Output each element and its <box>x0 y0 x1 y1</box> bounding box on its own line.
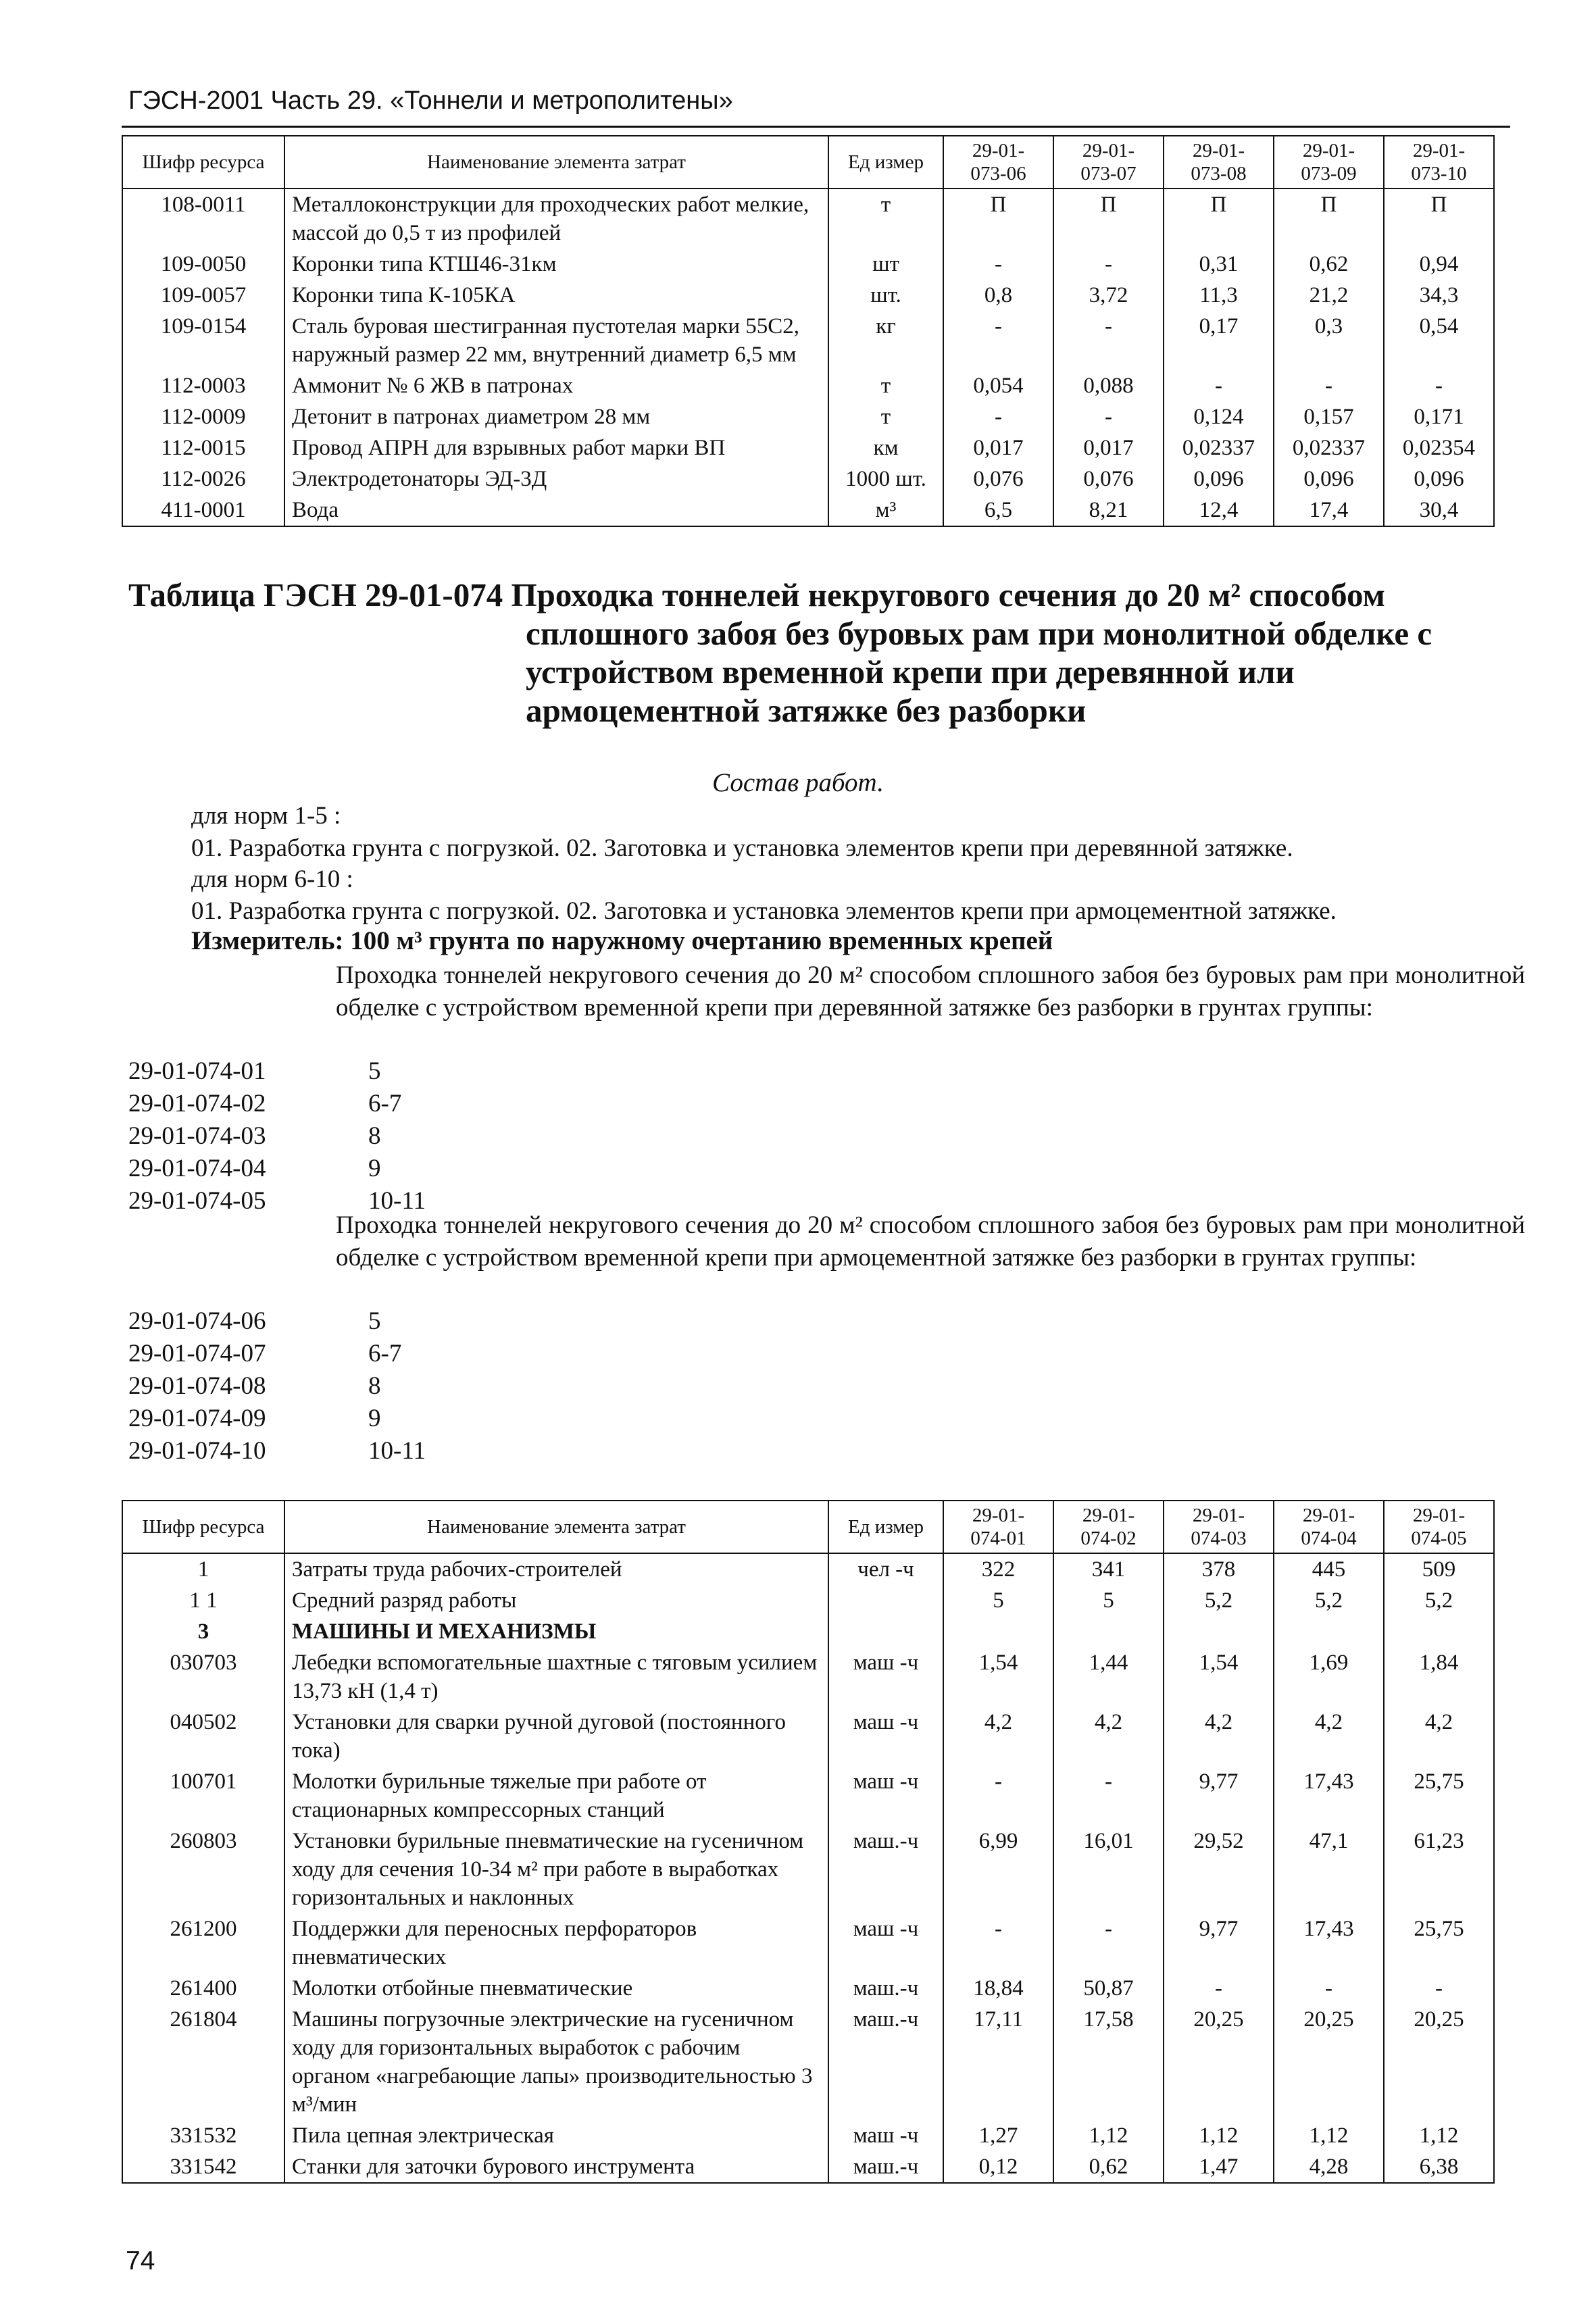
table-cell: 112-0015 <box>122 432 284 463</box>
table-cell: Установки для сварки ручной дуговой (постоянного тока) <box>284 1707 828 1766</box>
table-body <box>122 188 1494 526</box>
table-cell: маш -ч <box>828 1913 943 1973</box>
table-title-continuation: сплошного забоя без буровых рам при монолитной обделке с устройством временной крепи при деревянной или армоцементной затяжке без разборки <box>526 615 1432 729</box>
table-row <box>122 1973 1494 2004</box>
table-cell: Пила цепная электрическая <box>284 2120 828 2151</box>
table-cell: 0,017 <box>943 432 1053 463</box>
table-cell: т <box>828 188 943 249</box>
table-cell: 261200 <box>122 1913 284 1973</box>
table-cell: Сталь буровая шестигранная пустотелая марки 55С2, наружный размер 22 мм, внутренний диаметр 6,5 мм <box>284 311 828 370</box>
table-cell: 9,77 <box>1164 1766 1274 1826</box>
table-cell: Коронки типа КТШ46-31км <box>284 249 828 280</box>
table-cell: 0,94 <box>1384 249 1494 280</box>
table-cell: 18,84 <box>943 1973 1053 2004</box>
table-cell: 509 <box>1384 1553 1494 1585</box>
norm-code: 29-01-074-05 <box>128 1187 266 1215</box>
table-cell: П <box>1384 188 1494 249</box>
table-row <box>122 311 1494 370</box>
table-cell: 322 <box>943 1553 1053 1585</box>
table-row <box>122 370 1494 401</box>
table-cell: маш -ч <box>828 1707 943 1766</box>
table-row <box>122 1553 1494 1585</box>
table-cell: 0,054 <box>943 370 1053 401</box>
table-cell <box>828 1585 943 1616</box>
table-cell: 4,2 <box>943 1707 1053 1766</box>
table-cell: П <box>943 188 1053 249</box>
table-cell: 1,12 <box>1053 2120 1164 2151</box>
column-header: Ед измер <box>828 136 943 188</box>
table-cell: 1,69 <box>1274 1647 1384 1707</box>
norm-code: 29-01-074-07 <box>128 1340 266 1367</box>
table-cell: маш -ч <box>828 1647 943 1707</box>
column-header: Наименование элемента затрат <box>284 136 828 188</box>
table-cell: 112-0026 <box>122 463 284 495</box>
table-cell: П <box>1274 188 1384 249</box>
table-cell: П <box>1164 188 1274 249</box>
table-cell: Аммонит № 6 ЖВ в патронах <box>284 370 828 401</box>
table-cell: м³ <box>828 495 943 526</box>
table-cell: 0,3 <box>1274 311 1384 370</box>
table-cell: 3 <box>122 1616 284 1647</box>
norm-item <box>128 1435 669 1467</box>
table-cell: 1,27 <box>943 2120 1053 2151</box>
column-header: Наименование элемента затрат <box>284 1501 828 1553</box>
table-cell: маш -ч <box>828 2120 943 2151</box>
table-cell: 0,157 <box>1274 401 1384 432</box>
table-cell: 331532 <box>122 2120 284 2151</box>
table-row <box>122 1913 1494 1973</box>
table-cell: 1,12 <box>1164 2120 1274 2151</box>
table-cell: - <box>1274 370 1384 401</box>
table-cell: Детонит в патронах диаметром 28 мм <box>284 401 828 432</box>
soil-group: 5 <box>368 1307 381 1335</box>
table-cell: 109-0057 <box>122 280 284 311</box>
norm-code: 29-01-074-04 <box>128 1155 266 1182</box>
table-cell: 4,2 <box>1274 1707 1384 1766</box>
resource-table-073 <box>122 135 1495 527</box>
norm-item <box>128 1338 669 1370</box>
table-row <box>122 495 1494 526</box>
soil-group: 5 <box>368 1057 381 1085</box>
table-cell: - <box>943 249 1053 280</box>
header-rule <box>122 126 1510 128</box>
table-cell: 108-0011 <box>122 188 284 249</box>
table-cell: Молотки отбойные пневматические <box>284 1973 828 2004</box>
work-composition-text: 01. Разработка грунта с погрузкой. 02. Заготовка и установка элементов крепи при армоцементной затяжке. <box>191 897 1337 925</box>
soil-group: 9 <box>368 1155 381 1182</box>
column-header: 29-01- 073-08 <box>1164 136 1274 188</box>
table-cell: 261804 <box>122 2004 284 2120</box>
table-cell: 9,77 <box>1164 1913 1274 1973</box>
table-cell: 1,47 <box>1164 2151 1274 2183</box>
table-cell: 1,54 <box>1164 1647 1274 1707</box>
table-row <box>122 2151 1494 2183</box>
soil-group: 6-7 <box>368 1090 402 1117</box>
table-cell <box>1053 1616 1164 1647</box>
table-cell: 0,12 <box>943 2151 1053 2183</box>
table-cell: Затраты труда рабочих-строителей <box>284 1553 828 1585</box>
table-row <box>122 249 1494 280</box>
table-cell <box>1274 1616 1384 1647</box>
table-cell: 4,28 <box>1274 2151 1384 2183</box>
table-cell: - <box>1164 1973 1274 2004</box>
column-header: 29-01- 074-04 <box>1274 1501 1384 1553</box>
table-cell: - <box>1053 1913 1164 1973</box>
table-cell: - <box>1384 1973 1494 2004</box>
table-row <box>122 2004 1494 2120</box>
soil-group: 10-11 <box>368 1437 426 1465</box>
norm-code: 29-01-074-02 <box>128 1090 266 1117</box>
table-cell: шт <box>828 249 943 280</box>
table-cell: 0,076 <box>943 463 1053 495</box>
table-row <box>122 463 1494 495</box>
table-cell: 61,23 <box>1384 1826 1494 1913</box>
table-cell: Лебедки вспомогательные шахтные с тяговым усилием 13,73 кН (1,4 т) <box>284 1647 828 1707</box>
table-cell: 5,2 <box>1274 1585 1384 1616</box>
column-header: 29-01- 074-02 <box>1053 1501 1164 1553</box>
table-cell: 11,3 <box>1164 280 1274 311</box>
table-cell: Установки бурильные пневматические на гусеничном ходу для сечения 10-34 м² при работе в выработках горизонтальных и наклонных <box>284 1826 828 1913</box>
running-header: ГЭСН-2001 Часть 29. «Тоннели и метрополитены» <box>128 86 733 115</box>
table-row <box>122 1616 1494 1647</box>
table-cell: Машины погрузочные электрические на гусеничном ходу для горизонтальных выработок с рабочим органом «нагребающие лапы» производительностью 3 м³/мин <box>284 2004 828 2120</box>
composition-heading: Состав работ. <box>712 768 884 797</box>
norm-item <box>128 1153 669 1185</box>
table-title-lead: Таблица ГЭСН 29-01-074 Проходка тоннелей некругового сечения до 20 м² способом <box>128 576 1385 613</box>
table-cell: - <box>943 1913 1053 1973</box>
column-header: 29-01- 073-07 <box>1053 136 1164 188</box>
table-cell: Коронки типа К-105КА <box>284 280 828 311</box>
table-body <box>122 1553 1494 2183</box>
table-cell: 6,5 <box>943 495 1053 526</box>
table-cell: 411-0001 <box>122 495 284 526</box>
table-cell: шт. <box>828 280 943 311</box>
table-cell: 1 1 <box>122 1585 284 1616</box>
table-cell: - <box>943 401 1053 432</box>
header-row <box>122 136 1494 188</box>
norm-item <box>128 1055 669 1088</box>
table-cell: 20,25 <box>1164 2004 1274 2120</box>
soil-group: 10-11 <box>368 1187 426 1215</box>
table-cell: маш.-ч <box>828 2004 943 2120</box>
table-cell: 20,25 <box>1274 2004 1384 2120</box>
table-cell: 030703 <box>122 1647 284 1707</box>
table-cell: 0,096 <box>1274 463 1384 495</box>
table-cell: П <box>1053 188 1164 249</box>
table-cell: Молотки бурильные тяжелые при работе от стационарных компрессорных станций <box>284 1766 828 1826</box>
table-cell: 260803 <box>122 1826 284 1913</box>
table-cell: 17,43 <box>1274 1913 1384 1973</box>
table-cell: 17,4 <box>1274 495 1384 526</box>
norm-code: 29-01-074-06 <box>128 1307 266 1335</box>
table-cell: - <box>1384 370 1494 401</box>
table-cell: т <box>828 401 943 432</box>
norm-code: 29-01-074-01 <box>128 1057 266 1085</box>
table-cell: 50,87 <box>1053 1973 1164 2004</box>
column-header: Шифр ресурса <box>122 1501 284 1553</box>
resource-table-074 <box>122 1500 1495 2184</box>
norm-item <box>128 1370 669 1403</box>
norm-code: 29-01-074-08 <box>128 1372 266 1400</box>
table-cell: 0,124 <box>1164 401 1274 432</box>
table-cell: 112-0009 <box>122 401 284 432</box>
table-cell: маш -ч <box>828 1766 943 1826</box>
table-row <box>122 1766 1494 1826</box>
table-cell: 29,52 <box>1164 1826 1274 1913</box>
table-cell: 17,43 <box>1274 1766 1384 1826</box>
table-cell: 0,171 <box>1384 401 1494 432</box>
table-cell: Электродетонаторы ЭД-3Д <box>284 463 828 495</box>
table-cell: маш.-ч <box>828 1826 943 1913</box>
table-cell: 1,54 <box>943 1647 1053 1707</box>
norm-description: Проходка тоннелей некругового сечения до 20 м² способом сплошного забоя без буровых рам при монолитной обделке с устройством временной крепи при деревянной затяжке без разборки в грунтах группы: <box>336 961 1525 1022</box>
table-cell: 378 <box>1164 1553 1274 1585</box>
norm-code: 29-01-074-10 <box>128 1437 266 1465</box>
table-cell: Провод АПРН для взрывных работ марки ВП <box>284 432 828 463</box>
table-cell: 4,2 <box>1053 1707 1164 1766</box>
table-cell: 3,72 <box>1053 280 1164 311</box>
table-cell: 1,44 <box>1053 1647 1164 1707</box>
table-cell: 109-0154 <box>122 311 284 370</box>
table-cell: 0,076 <box>1053 463 1164 495</box>
table-row <box>122 2120 1494 2151</box>
table-cell: 0,096 <box>1164 463 1274 495</box>
table-cell: 1,12 <box>1384 2120 1494 2151</box>
table-cell: 34,3 <box>1384 280 1494 311</box>
table-cell: МАШИНЫ И МЕХАНИЗМЫ <box>284 1616 828 1647</box>
table-cell <box>1164 1616 1274 1647</box>
table-row <box>122 1585 1494 1616</box>
column-header: 29-01- 073-06 <box>943 136 1053 188</box>
table-cell: 445 <box>1274 1553 1384 1585</box>
table-cell: 0,8 <box>943 280 1053 311</box>
table-cell: т <box>828 370 943 401</box>
table-cell: 4,2 <box>1164 1707 1274 1766</box>
table-cell: 112-0003 <box>122 370 284 401</box>
table-cell: 331542 <box>122 2151 284 2183</box>
soil-group: 9 <box>368 1405 381 1432</box>
table-cell: Вода <box>284 495 828 526</box>
table-cell: 0,17 <box>1164 311 1274 370</box>
table-cell: 0,02337 <box>1164 432 1274 463</box>
table-cell: 25,75 <box>1384 1913 1494 1973</box>
table-cell: Средний разряд работы <box>284 1585 828 1616</box>
table-cell: 109-0050 <box>122 249 284 280</box>
norm-item <box>128 1403 669 1435</box>
table-header <box>122 1501 1494 1553</box>
table-cell: 0,017 <box>1053 432 1164 463</box>
table-cell: - <box>1053 401 1164 432</box>
norm-code: 29-01-074-03 <box>128 1122 266 1150</box>
table-cell: маш.-ч <box>828 2151 943 2183</box>
page-number: 74 <box>126 2246 155 2275</box>
norm-group-label: для норм 1-5 : <box>191 802 341 830</box>
table-cell: Металлоконструкции для проходческих работ мелкие, массой до 0,5 т из профилей <box>284 188 828 249</box>
norm-item <box>128 1120 669 1153</box>
table-cell: 0,02337 <box>1274 432 1384 463</box>
table-cell: 6,99 <box>943 1826 1053 1913</box>
table-row <box>122 280 1494 311</box>
table-cell: 5,2 <box>1384 1585 1494 1616</box>
table-cell: 040502 <box>122 1707 284 1766</box>
table-cell: 6,38 <box>1384 2151 1494 2183</box>
table-cell: - <box>1053 311 1164 370</box>
table-row <box>122 432 1494 463</box>
table-cell: 5 <box>1053 1585 1164 1616</box>
table-cell: 0,31 <box>1164 249 1274 280</box>
table-cell: 5,2 <box>1164 1585 1274 1616</box>
table-cell: - <box>1164 370 1274 401</box>
table-cell: кг <box>828 311 943 370</box>
column-header: 29-01- 074-01 <box>943 1501 1053 1553</box>
table-cell: 47,1 <box>1274 1826 1384 1913</box>
table-cell: 0,62 <box>1053 2151 1164 2183</box>
table-cell: 0,096 <box>1384 463 1494 495</box>
table-cell <box>828 1616 943 1647</box>
header-row <box>122 1501 1494 1553</box>
table-cell: 1000 шт. <box>828 463 943 495</box>
soil-group: 6-7 <box>368 1340 402 1367</box>
table-cell: 100701 <box>122 1766 284 1826</box>
table-cell: - <box>1274 1973 1384 2004</box>
table-cell: 1,84 <box>1384 1647 1494 1707</box>
table-cell: 1 <box>122 1553 284 1585</box>
table-cell: 0,62 <box>1274 249 1384 280</box>
table-cell: 5 <box>943 1585 1053 1616</box>
table-cell: - <box>1053 249 1164 280</box>
table-row <box>122 1707 1494 1766</box>
table-cell: 17,58 <box>1053 2004 1164 2120</box>
table-cell: км <box>828 432 943 463</box>
column-header: 29-01- 073-10 <box>1384 136 1494 188</box>
table-cell: Станки для заточки бурового инструмента <box>284 2151 828 2183</box>
table-title <box>128 576 1385 614</box>
table-cell: 0,54 <box>1384 311 1494 370</box>
table-cell: 25,75 <box>1384 1766 1494 1826</box>
table-cell: 30,4 <box>1384 495 1494 526</box>
table-cell: 20,25 <box>1384 2004 1494 2120</box>
table-cell: Поддержки для переносных перфораторов пневматических <box>284 1913 828 1973</box>
table-cell: чел -ч <box>828 1553 943 1585</box>
norm-group-label: для норм 6-10 : <box>191 865 353 893</box>
table-row <box>122 401 1494 432</box>
table-row <box>122 1826 1494 1913</box>
table-cell <box>1384 1616 1494 1647</box>
table-cell: 1,12 <box>1274 2120 1384 2151</box>
norm-item <box>128 1088 669 1120</box>
table-header <box>122 136 1494 188</box>
table-row <box>122 1647 1494 1707</box>
table-cell <box>943 1616 1053 1647</box>
table-cell: - <box>943 1766 1053 1826</box>
column-header: Шифр ресурса <box>122 136 284 188</box>
table-cell: 0,088 <box>1053 370 1164 401</box>
table-cell: 12,4 <box>1164 495 1274 526</box>
norm-description: Проходка тоннелей некругового сечения до 20 м² способом сплошного забоя без буровых рам при монолитной обделке с устройством временной крепи при армоцементной затяжке без разборки в грунтах группы: <box>336 1211 1525 1272</box>
soil-group: 8 <box>368 1122 381 1150</box>
norm-code: 29-01-074-09 <box>128 1405 266 1432</box>
table-cell: 4,2 <box>1384 1707 1494 1766</box>
soil-group: 8 <box>368 1372 381 1400</box>
table-cell: 8,21 <box>1053 495 1164 526</box>
table-cell: 17,11 <box>943 2004 1053 2120</box>
table-cell: - <box>1053 1766 1164 1826</box>
table-cell: 16,01 <box>1053 1826 1164 1913</box>
column-header: 29-01- 074-03 <box>1164 1501 1274 1553</box>
table-cell: 341 <box>1053 1553 1164 1585</box>
table-row <box>122 188 1494 249</box>
measure-unit: Измеритель: 100 м³ грунта по наружному очертанию временных крепей <box>191 926 1053 955</box>
table-cell: 21,2 <box>1274 280 1384 311</box>
table-cell: - <box>943 311 1053 370</box>
table-cell: маш.-ч <box>828 1973 943 2004</box>
work-composition-text: 01. Разработка грунта с погрузкой. 02. Заготовка и установка элементов крепи при деревянной затяжке. <box>191 834 1293 862</box>
norm-item <box>128 1305 669 1338</box>
table-cell: 0,02354 <box>1384 432 1494 463</box>
column-header: 29-01- 074-05 <box>1384 1501 1494 1553</box>
table-cell: 261400 <box>122 1973 284 2004</box>
column-header: 29-01- 073-09 <box>1274 136 1384 188</box>
column-header: Ед измер <box>828 1501 943 1553</box>
